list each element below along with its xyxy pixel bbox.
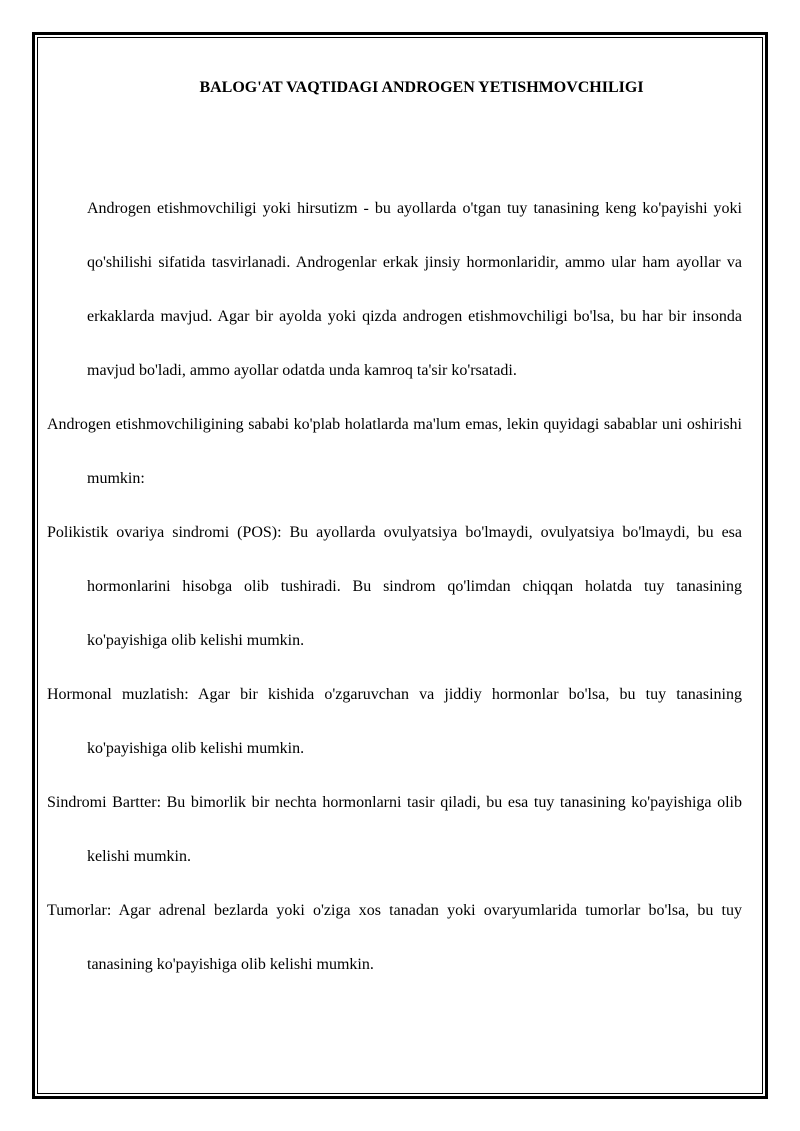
paragraph-bartter: Sindromi Bartter: Bu bimorlik bir nechta hormonlarni tasir qiladi, bu esa tuy tanasining ko'payishiga olib kelishi mumkin. (47, 794, 742, 865)
paragraph-hormonal: Hormonal muzlatish: Agar bir kishida o'zgaruvchan va jiddiy hormonlar bo'lsa, bu tuy tanasining ko'payishiga olib kelishi mumkin. (47, 686, 742, 757)
paragraph-pcos: Polikistik ovariya sindromi (POS): Bu ayollarda ovulyatsiya bo'lmaydi, ovulyatsiya bo'lmaydi, bu esa hormonlarini hisobga olib tushiradi. Bu sindrom qo'limdan chiqqan holatda tuy tanasining ko'payishiga olib kelishi mumkin. (47, 524, 742, 649)
document-title: BALOG'AT VAQTIDAGI ANDROGEN YETISHMOVCHILIGI (199, 79, 644, 96)
paragraph-intro: Androgen etishmovchiligi yoki hirsutizm - bu ayollarda o'tgan tuy tanasining keng ko'payishi yoki qo'shilishi sifatida tasvirlanadi. Androgenlar erkak jinsiy hormonlaridir, ammo ular ham ayollar va erkaklarda mavjud. Agar bir ayolda yoki qizda androgen etishmovchiligi bo'lsa, bu har bir insonda mavjud bo'ladi, ammo ayollar odatda unda kamroq ta'sir ko'rsatadi. (87, 200, 742, 379)
paragraph-causes-intro: Androgen etishmovchiligining sababi ko'plab holatlarda ma'lum emas, lekin quyidagi sabablar uni oshirishi mumkin: (47, 416, 742, 487)
document-body (47, 76, 742, 992)
paragraph-tumors: Tumorlar: Agar adrenal bezlarda yoki o'ziga xos tanadan yoki ovaryumlarida tumorlar bo'lsa, bu tuy tanasining ko'payishiga olib kelishi mumkin. (47, 902, 742, 973)
